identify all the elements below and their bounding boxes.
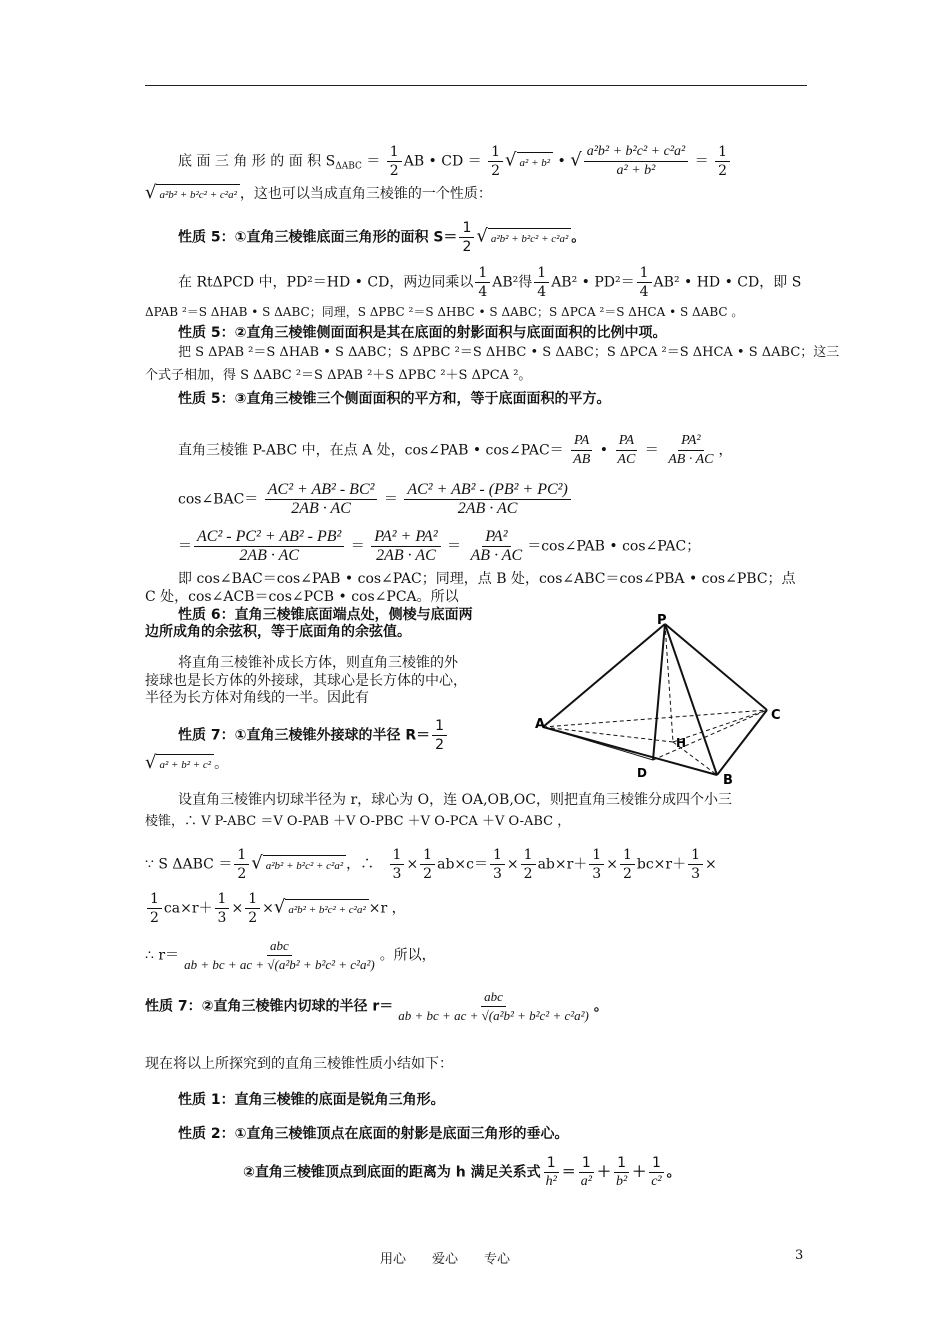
- text-line: √ a² + b² + c² 。: [145, 752, 229, 773]
- text-line: 将直角三棱锥补成长方体，则直角三棱锥的外: [178, 655, 458, 671]
- subscript: ΔABC: [335, 161, 362, 172]
- header-rule: [145, 85, 807, 86]
- text-line: 接球也是长方体的外接球，其球心是长方体的中心，: [145, 673, 467, 689]
- text-line: 在 RtΔPCD 中，PD²＝HD • CD，两边同乘以 $\frac{1}{4}$ AB²得 $\frac{1}{4}$ AB² • PD²＝ $\frac{1}{4}$ AB² • HD • CD，即 S: [178, 265, 802, 300]
- figure-label: B: [723, 773, 733, 787]
- fraction: $\frac{1}{2}$: [488, 143, 503, 180]
- text: 底 面 三 角 形 的 面 积 S: [178, 153, 336, 170]
- text-line: 个式子相加，得 S ΔABC ²＝S ΔPAB ²＋S ΔPBC ²＋S ΔPCA ²。: [145, 368, 532, 383]
- text-line: 直角三棱锥 P-ABC 中，在点 A 处，cos∠PAB • cos∠PAC＝ $\frac{PA}{AB}$ • $\frac{PA}{AC}$ ＝ $\frac{\text{PA²}}{AB \cdot AC}$ ，: [178, 433, 733, 467]
- sqrt-expr: a² + b²: [517, 152, 554, 173]
- text-line: C 处，cos∠ACB＝cos∠PCB • cos∠PCA。所以: [145, 589, 459, 605]
- property-7-1: 性质 7：①直角三棱锥外接球的半径 R＝ $\frac{1}{2}$: [178, 717, 538, 754]
- text-line: ＝ $\frac{\text{AC² - PC² + AB² - PB²}}{2AB \cdot AC}$ ＝ $\frac{\text{PA² + PA²}}{2AB \cdot AC}$ ＝ $\frac{\text{PA²}}{AB \cdot AC}$ ＝cos∠PAB • cos∠PAC；: [178, 528, 701, 564]
- property-7-2: 性质 7：②直角三棱锥内切球的半径 r＝ $\frac{\text{abc}}{\text{ab + bc + ac + √(a²b² + b²c² + c²a²)}}$ 。: [145, 989, 608, 1023]
- fraction: $\frac{1}{2}$: [715, 143, 730, 180]
- text-line: 棱锥，∴ V P-ABC ＝V O-PAB ＋V O-PBC ＋V O-PCA ＋V O-ABC ，: [145, 814, 571, 829]
- figure-label: P: [657, 613, 667, 628]
- property-1: 性质 1：直角三棱锥的底面是锐角三角形。: [178, 1092, 445, 1108]
- text-line: 半径为长方体对角线的一半。因此有: [145, 690, 369, 706]
- text-line: 即 cos∠BAC＝cos∠PAB • cos∠PAC；同理，点 B 处，cos∠ABC＝cos∠PBA • cos∠PBC；点: [178, 571, 796, 587]
- fraction: $\frac{1}{2}$: [387, 143, 402, 180]
- fraction: $\frac{\text{a²b² + b²c² + c²a²}}{\text{a² + b²}}$: [584, 143, 689, 180]
- figure-label: D: [637, 766, 647, 780]
- figure-label: C: [771, 708, 781, 723]
- footer-text: 用心 爱心 专心: [380, 1252, 511, 1267]
- text-line: cos∠BAC＝ $\frac{\text{AC² + AB² - BC²}}{2AB \cdot AC}$ ＝ $\frac{\text{AC² + AB² - (PB² + PC²)}}{2AB \cdot AC}$: [178, 481, 810, 518]
- text-line: 把 S ΔPAB ²＝S ΔHAB • S ΔABC；S ΔPBC ²＝S ΔHBC • S ΔABC；S ΔPCA ²＝S ΔHCA • S ΔABC；这三: [178, 345, 840, 360]
- summary-intro: 现在将以上所探究到的直角三棱锥性质小结如下：: [145, 1056, 453, 1072]
- text: ，这也可以当成直角三棱锥的一个性质：: [239, 186, 492, 202]
- property-6: 性质 6：直角三棱锥底面端点处，侧棱与底面两: [178, 607, 473, 623]
- text-line: ∵ S ΔABC ＝ $\frac{1}{2}$ √ a²b² + b²c² + c²a² ，∴ $\frac{1}{3}$ × $\frac{1}{2}$ ab×c＝ $\frac{1}{3}$ × $\frac{1}{2}$ ab×r＋ $\frac{1}{3}$ × $\frac{1}{2}$ bc×r＋ $\frac{1}{3}$ ×: [145, 847, 717, 882]
- text-line: ΔPAB ²＝S ΔHAB • S ΔABC；同理，S ΔPBC ²＝S ΔHBC • S ΔABC；S ΔPCA ²＝S ΔHCA • S ΔABC 。: [145, 305, 744, 319]
- page-number: 3: [795, 1248, 804, 1263]
- property-6: 边所成角的余弦积，等于底面角的余弦值。: [145, 624, 411, 640]
- text: AB • CD ＝: [403, 153, 482, 170]
- text-line: $\frac{1}{2}$ ca×r＋ $\frac{1}{3}$ × $\frac{1}{2}$ ×√ a²b² + b²c² + c²a² ×r ，: [145, 890, 810, 927]
- figure-label: A: [535, 717, 546, 732]
- pyramid-figure: [535, 612, 795, 787]
- figure-label: H: [676, 736, 687, 750]
- property-5-3: 性质 5：③直角三棱锥三个侧面面积的平方和，等于底面面积的平方。: [178, 391, 611, 407]
- property-2-1: 性质 2：①直角三棱锥顶点在底面的射影是底面三角形的垂心。: [178, 1126, 569, 1142]
- text-line: 设直角三棱锥内切球半径为 r，球心为 O，连 OA,OB,OC，则把直角三棱锥分成四个小三: [178, 792, 732, 808]
- text-line: ∴ r＝ $\frac{\text{abc}}{\text{ab + bc + ac + √(a²b² + b²c² + c²a²)}}$ 。所以，: [145, 938, 436, 972]
- property-2-2: ②直角三棱锥顶点到底面的距离为 h 满足关系式 $\frac{1}{\text{h²}}$ ＝ $\frac{1}{\text{a²}}$ ＋ $\frac{1}{\text{b²}}$ ＋ $\frac{1}{\text{c²}}$ 。: [243, 1155, 681, 1189]
- text-line: 底 面 三 角 形 的 面 积 $S_{\Delta ABC}$ ＝ $\frac{1}{2}$ AB • CD ＝ $\frac{1}{2}$ √ a² + b² • √ $\frac{\text{a²b² + b²c² + c²a²}}{\text{a² + b²}}$ ＝ $\frac{1}{2}$: [178, 143, 810, 180]
- sqrt-expr: a²b² + b²c² + c²a²: [156, 184, 239, 205]
- text-line: √ a²b² + b²c² + c²a² ，这也可以当成直角三棱锥的一个性质：: [145, 182, 492, 203]
- property-5-1: 性质 5：①直角三棱锥底面三角形的面积 S＝ $\frac{1}{2}$ √ a²b² + b²c² + c²a² 。: [178, 220, 586, 255]
- text: ＝: [366, 153, 381, 170]
- property-5-2: 性质 5：②直角三棱锥侧面面积是其在底面的射影面积与底面面积的比例中项。: [178, 325, 667, 341]
